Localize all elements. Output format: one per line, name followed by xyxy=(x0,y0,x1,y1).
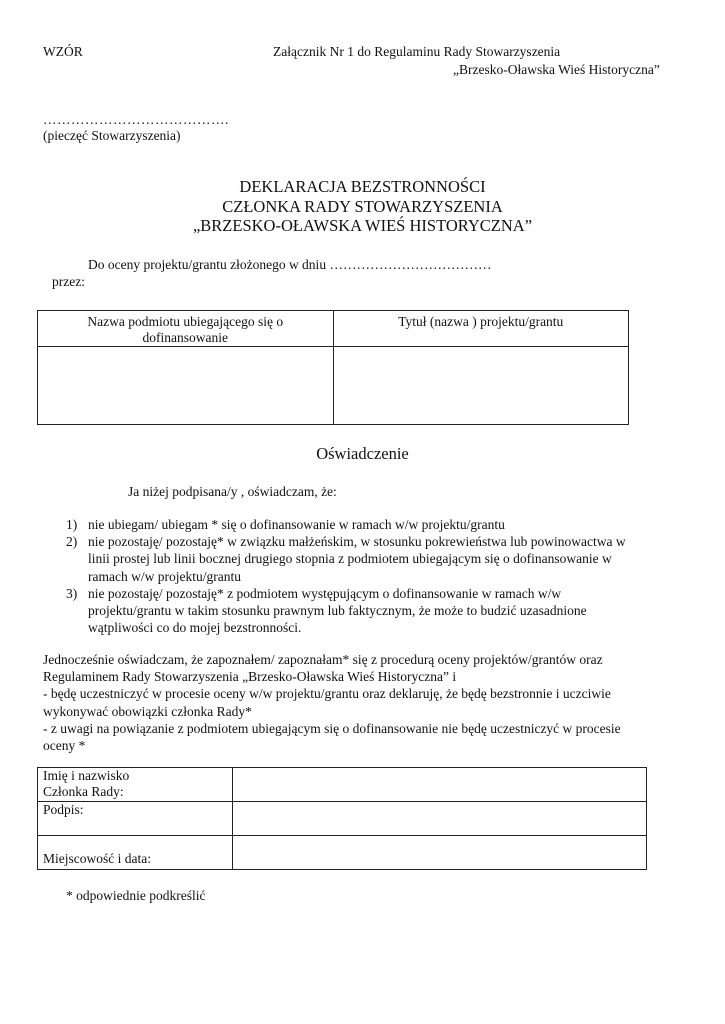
stamp-label: (pieczęć Stowarzyszenia) xyxy=(43,128,181,143)
template-label: WZÓR xyxy=(43,44,83,59)
statement-item-2 xyxy=(66,533,626,585)
declaration-line: - z uwagi na powiązanie z podmiotem ubiegającym się o dofinansowanie nie będę uczestniczyć w procesie xyxy=(43,720,621,736)
statement-item-3 xyxy=(66,585,626,637)
title-line-2: CZŁONKA RADY STOWARZYSZENIA xyxy=(222,197,503,216)
signature-label xyxy=(38,802,233,836)
declaration-line: Regulaminem Rady Stowarzyszenia „Brzesko-Oławska Wieś Historyczna” i xyxy=(43,669,457,685)
project-title-cell[interactable] xyxy=(333,347,629,425)
member-name-field[interactable] xyxy=(233,768,647,802)
project-title-header-text: Tytuł (nazwa ) projektu/grantu xyxy=(398,314,564,329)
statement-heading: Oświadczenie xyxy=(316,444,409,463)
item-line: nie pozostaję/ pozostaję* z podmiotem występującym o dofinansowanie w ramach w/w xyxy=(88,585,562,601)
place-date-label xyxy=(38,836,233,870)
signature-table xyxy=(37,767,647,870)
title-line-1: DEKLARACJA BEZSTRONNOŚCI xyxy=(239,177,486,196)
item-line: projektu/grantu w takim stosunku prawnym lub faktycznym, że może to budzić uzasadnione xyxy=(88,603,587,619)
stamp-dots: …………………………………. xyxy=(43,112,229,127)
project-title-header xyxy=(333,311,629,347)
item-line: ramach w/w projektu/grantu xyxy=(88,568,241,584)
statement-intro: Ja niżej podpisana/y , oświadczam, że: xyxy=(128,484,337,499)
item-line: linii prostej lub linii bocznej drugiego stopnia z podmiotem ubiegającym się o dofinansowanie w xyxy=(88,551,612,567)
title-line-3: „BRZESKO-OŁAWSKA WIEŚ HISTORYCZNA” xyxy=(192,216,533,235)
declaration-line: oceny * xyxy=(43,738,86,754)
item-number: 3) xyxy=(66,585,78,601)
declaration-line: wykonywać obowiązki członka Rady* xyxy=(43,703,252,719)
member-name-label-line-2: Członka Rady: xyxy=(43,784,124,799)
evaluation-date-line: Do oceny projektu/grantu złożonego w dniu ……………………………… xyxy=(88,257,492,272)
item-number: 2) xyxy=(66,534,78,550)
annex-line-2: „Brzesko-Oławska Wieś Historyczna” xyxy=(453,62,660,77)
applicant-name-header-line-2: dofinansowanie xyxy=(142,330,228,345)
statement-item-1 xyxy=(66,516,626,533)
applicant-name-header xyxy=(38,311,334,347)
project-table xyxy=(37,310,629,425)
member-name-label-line-1: Imię i nazwisko xyxy=(43,768,130,783)
declaration-paragraph xyxy=(43,651,621,754)
annex-line-1: Załącznik Nr 1 do Regulaminu Rady Stowarzyszenia xyxy=(273,44,561,59)
declaration-line: Jednocześnie oświadczam, że zapoznałem/ zapoznałam* się z procedurą oceny projektów/grantów oraz xyxy=(43,652,603,667)
signature-field[interactable] xyxy=(233,802,647,836)
member-name-label xyxy=(38,768,233,802)
item-line: wątpliwości co do mojej bezstronności. xyxy=(88,620,302,636)
item-number: 1) xyxy=(66,517,78,532)
declaration-line: - będę uczestniczyć w procesie oceny w/w projektu/grantu oraz deklaruję, że będę bezstronnie i uczciwie xyxy=(43,686,611,702)
footnote: * odpowiednie podkreślić xyxy=(66,888,206,903)
place-date-field[interactable] xyxy=(233,836,647,870)
statement-list xyxy=(66,516,626,636)
signature-label-text: Podpis: xyxy=(43,802,84,817)
applicant-name-header-line-1: Nazwa podmiotu ubiegającego się o xyxy=(87,314,284,329)
place-date-label-text: Miejscowość i data: xyxy=(43,851,151,866)
item-line: nie ubiegam/ ubiegam * się o dofinansowanie w ramach w/w projektu/grantu xyxy=(88,517,505,532)
applicant-name-cell[interactable] xyxy=(38,347,334,425)
item-line: nie pozostaję/ pozostaję* w związku małżeńskim, w stosunku pokrewieństwa lub powinowactwa w xyxy=(88,534,626,550)
evaluation-by-label: przez: xyxy=(52,274,85,289)
